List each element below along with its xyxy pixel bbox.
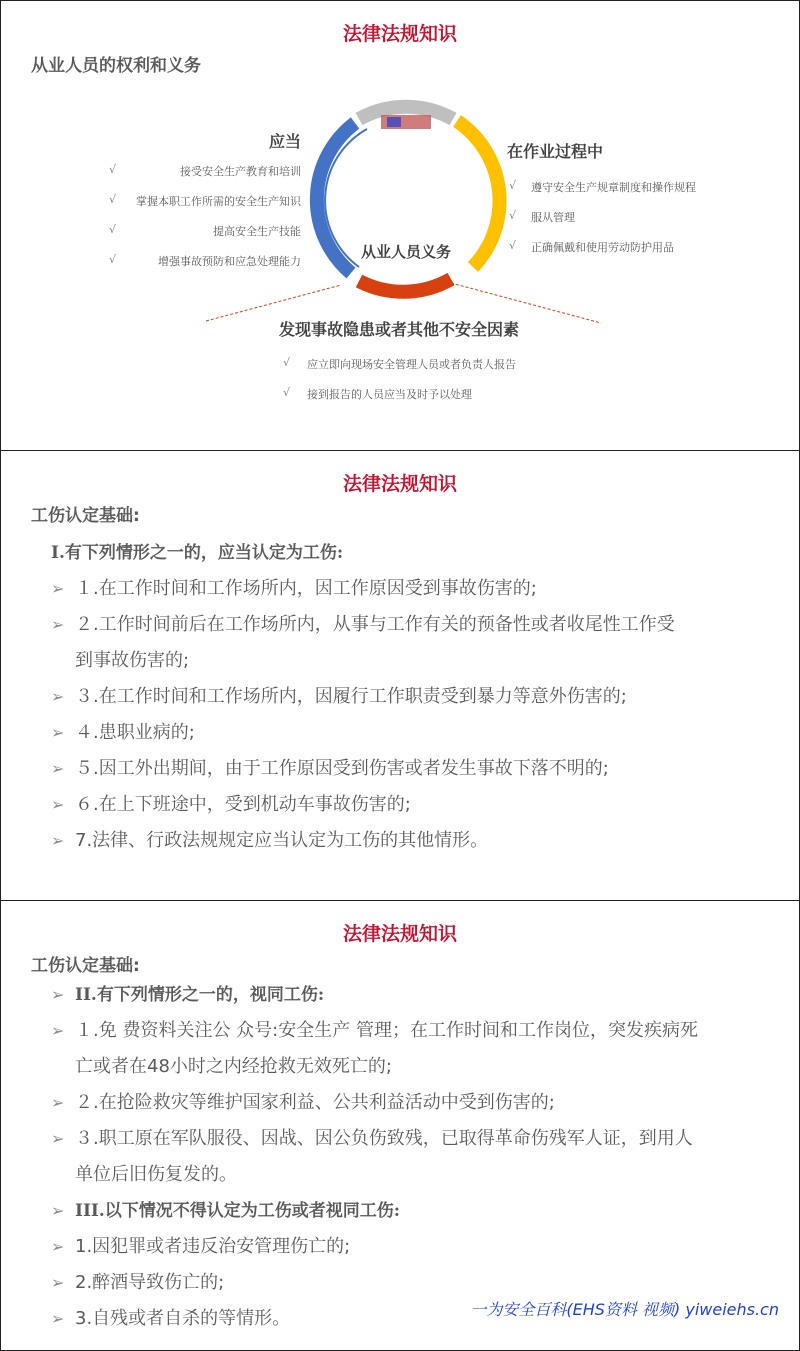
arrow-bullet-icon: ➢ — [51, 1273, 65, 1292]
check-icon: √ — [109, 253, 117, 266]
right-item: 服从管理 — [531, 211, 575, 224]
list-heading: ➢ III.以下情况不得认定为工伤或者视同工伤: — [51, 1193, 771, 1229]
list-item: ➢ ３.职工原在军队服役、因战、因公负伤致残，已取得革命伤残军人证，到用人 — [51, 1121, 771, 1157]
list-item: ➢ １.在工作时间和工作场所内，因工作原因受到事故伤害的; — [51, 571, 771, 607]
list-item: ➢ 1.因犯罪或者违反治安管理伤亡的; — [51, 1229, 771, 1265]
bottom-group-title: 发现事故隐患或者其他不安全因素 — [279, 320, 520, 339]
check-icon: √ — [109, 223, 117, 236]
list-item: ➢ 7.法律、行政法规规定应当认定为工伤的其他情形。 — [51, 823, 771, 859]
injury-list — [51, 535, 771, 859]
left-item: 增强事故预防和应急处理能力 — [158, 255, 301, 268]
arrow-bullet-icon: ➢ — [51, 579, 65, 598]
slide-title: 法律法规知识 — [342, 23, 457, 45]
left-item: 提高安全生产技能 — [213, 225, 301, 238]
left-item: 掌握本职工作所需的安全生产知识 — [136, 195, 301, 208]
arrow-bullet-icon: ➢ — [51, 831, 65, 850]
left-item: 接受安全生产教育和培训 — [180, 165, 301, 178]
list-item: ➢ １.免 费资料关注公 众号:安全生产 管理；在工作时间和工作岗位，突发疾病死 — [51, 1013, 771, 1049]
list-item: ➢ ４.患职业病的; — [51, 715, 771, 751]
left-group-title: 应当 — [269, 132, 302, 151]
arrow-bullet-icon: ➢ — [51, 985, 65, 1004]
arrow-bullet-icon: ➢ — [51, 723, 65, 742]
list-heading: I.有下列情形之一的，应当认定为工伤: — [51, 543, 344, 563]
arrow-bullet-icon: ➢ — [51, 1021, 65, 1040]
arrow-bullet-icon: ➢ — [51, 1129, 65, 1148]
check-icon: √ — [283, 386, 291, 399]
injury-list-2 — [51, 977, 771, 1337]
bottom-item: 接到报告的人员应当及时予以处理 — [307, 388, 472, 401]
list-item-continuation: 单位后旧伤复发的。 — [75, 1164, 237, 1185]
slide-title: 法律法规知识 — [342, 923, 457, 945]
slide-work-injury-2 — [0, 900, 800, 1351]
slide-title: 法律法规知识 — [342, 473, 457, 495]
connector-lines — [1, 1, 800, 451]
check-icon: √ — [509, 179, 517, 192]
arrow-bullet-icon: ➢ — [51, 1309, 65, 1328]
arrow-bullet-icon: ➢ — [51, 1201, 65, 1220]
bottom-item: 应立即向现场安全管理人员或者负责人报告 — [307, 358, 516, 371]
list-item: ➢ ２.工作时间前后在工作场所内，从事与工作有关的预备性或者收尾性工作受 — [51, 607, 771, 643]
arrow-bullet-icon: ➢ — [51, 759, 65, 778]
check-icon: √ — [283, 356, 291, 369]
center-label: 从业人员义务 — [361, 243, 452, 261]
check-icon: √ — [509, 209, 517, 222]
arrow-bullet-icon: ➢ — [51, 1093, 65, 1112]
check-icon: √ — [509, 239, 517, 252]
slide-subtitle: 工伤认定基础: — [31, 506, 140, 526]
check-icon: √ — [109, 163, 117, 176]
right-item: 遵守安全生产规章制度和操作规程 — [531, 181, 696, 194]
list-item: ➢ ２.在抢险救灾等维护国家利益、公共利益活动中受到伤害的; — [51, 1085, 771, 1121]
right-group-title: 在作业过程中 — [507, 142, 604, 161]
slide-subtitle: 工伤认定基础: — [31, 956, 140, 976]
list-item: ➢ 3.自残或者自杀的等情形。 — [51, 1301, 771, 1337]
arrow-bullet-icon: ➢ — [51, 1237, 65, 1256]
check-icon: √ — [109, 193, 117, 206]
list-item: ➢ 2.醉酒导致伤亡的; — [51, 1265, 771, 1301]
arrow-bullet-icon: ➢ — [51, 615, 65, 634]
list-item: ➢ ６.在上下班途中，受到机动车事故伤害的; — [51, 787, 771, 823]
list-heading: ➢ II.有下列情形之一的，视同工伤: — [51, 977, 771, 1013]
arrow-bullet-icon: ➢ — [51, 687, 65, 706]
slide-rights-duties — [0, 0, 800, 451]
list-item-continuation: 到事故伤害的; — [75, 650, 190, 671]
arrow-bullet-icon: ➢ — [51, 795, 65, 814]
slide-work-injury-1 — [0, 450, 800, 901]
list-item: ➢ ３.在工作时间和工作场所内，因履行工作职责受到暴力等意外伤害的; — [51, 679, 771, 715]
list-item: ➢ ５.因工外出期间，由于工作原因受到伤害或者发生事故下落不明的; — [51, 751, 771, 787]
slide-subtitle: 从业人员的权利和义务 — [31, 56, 201, 76]
watermark-text: 一为安全百科(EHS资料 视频) yiweiehs.cn — [470, 1300, 779, 1319]
list-item-continuation: 亡或者在48小时之内经抢救无效死亡的; — [75, 1056, 392, 1077]
right-item: 正确佩戴和使用劳动防护用品 — [531, 241, 674, 254]
